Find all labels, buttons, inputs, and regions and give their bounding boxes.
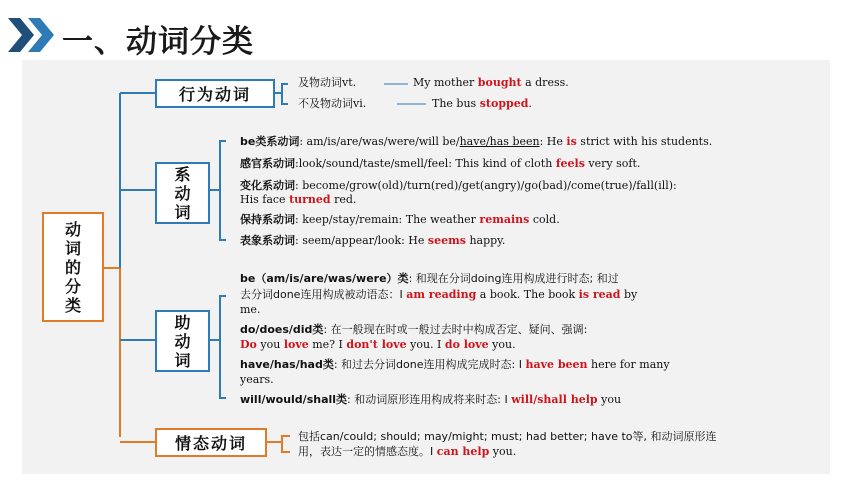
verb-type: 及物动词vt. — [298, 76, 357, 89]
linking-item-change-example: His face turned red. — [240, 193, 357, 206]
intransitive-verb-row — [298, 97, 366, 111]
modal-description-line2: 用，表达一定的情感态度。I can help you. — [298, 445, 517, 458]
verb-type: 不及物动词vi. — [298, 97, 367, 110]
intransitive-verb-example: The bus stopped. — [432, 97, 532, 110]
root-char: 词 — [64, 238, 81, 258]
aux-item-be-line2: 去分词done连用构成被动语态：I am reading a book. The book is read by — [240, 288, 638, 301]
aux-item-do-line2: Do you love me? I don't love you. I do love you. — [240, 338, 516, 351]
root-char: 类 — [64, 295, 81, 315]
aux-item-have-line2: years. — [240, 373, 274, 386]
transitive-verb-row — [298, 76, 356, 90]
modal-description: 包括can/could; should; may/might; must; had better; have to等, 和动词原形连 — [298, 430, 717, 443]
node-behavior-verbs: 行为动词 — [155, 79, 275, 108]
node-auxiliary-verbs: 助 动 词 — [155, 310, 210, 372]
aux-item-be: be（am/is/are/was/were）类: 和现在分词doing连用构成进行时态; 和过 — [240, 272, 619, 285]
root-node-verb-classification — [42, 212, 104, 322]
linking-item-be: be类系动词: am/is/are/was/were/will be/have/has been: He is strict with his students. — [240, 135, 713, 148]
transitive-verb-example: My mother bought a dress. — [413, 76, 569, 89]
linking-item-sense: 感官系动词:look/sound/taste/smell/feel: This kind of cloth feels very soft. — [240, 157, 641, 170]
linking-item-keep: 保持系动词: keep/stay/remain: The weather remains cold. — [240, 213, 560, 226]
root-char: 动 — [64, 219, 81, 239]
aux-item-will: will/would/shall类: 和动词原形连用构成将来时态: I will/shall help you — [240, 393, 622, 406]
linking-item-change: 变化系动词: become/grow(old)/turn(red)/get(angry)/go(bad)/come(true)/fall(ill): — [240, 179, 677, 192]
aux-item-be-line3: me. — [240, 303, 261, 316]
root-char: 分 — [64, 276, 81, 296]
linking-item-seem: 表象系动词: seem/appear/look: He seems happy. — [240, 234, 506, 247]
root-char: 的 — [64, 257, 81, 277]
node-linking-verbs: 系 动 词 — [155, 162, 210, 224]
node-modal-verbs: 情态动词 — [155, 428, 267, 457]
aux-item-have: have/has/had类: 和过去分词done连用构成完成时态: I have been here for many — [240, 358, 670, 371]
aux-item-do: do/does/did类: 在一般现在时或一般过去时中构成否定、疑问、强调: — [240, 323, 588, 336]
page-title: 一、动词分类 — [62, 24, 254, 60]
